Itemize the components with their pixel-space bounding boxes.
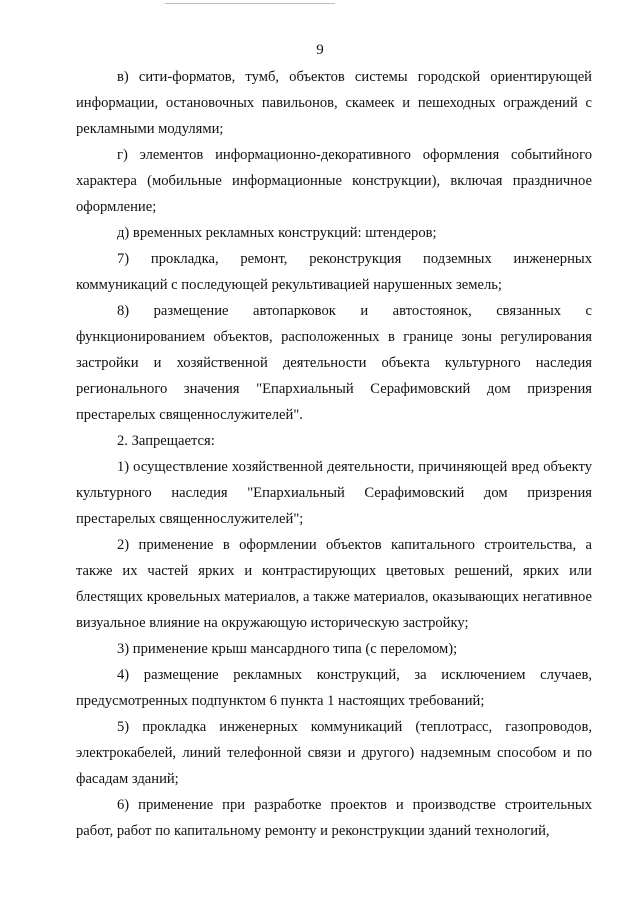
paragraph-prohibition-4: 4) размещение рекламных конструкций, за исключением случаев, предусмотренных подпунктом 6 пункта 1 настоящих требований; (76, 667, 592, 709)
paragraph-item-d: д) временных рекламных конструкций: штендеров; (117, 225, 437, 241)
paragraph-prohibition-6: 6) применение при разработке проектов и производстве строительных работ, работ по капитальному ремонту и реконструкции зданий технологий, (76, 797, 592, 839)
section-heading-prohibited: 2. Запрещается: (117, 433, 215, 449)
page-number: 9 (316, 42, 324, 58)
paragraph-item-g: г) элементов информационно-декоративного оформления событийного характера (мобильные информационные конструкции), включая праздничное оформление; (76, 147, 592, 215)
paragraph-prohibition-5: 5) прокладка инженерных коммуникаций (теплотрасс, газопроводов, электрокабелей, линий телефонной связи и другого) надземным способом и по фасадам зданий; (76, 719, 592, 787)
paragraph-prohibition-3: 3) применение крыш мансардного типа (с переломом); (117, 641, 458, 657)
paragraph-prohibition-2: 2) применение в оформлении объектов капитального строительства, а также их частей ярких и контрастирующих цветовых решений, ярких или блестящих кровельных материалов, а также материалов, оказывающих негативное визуальное влияние на окружающую историческую застройку; (76, 537, 592, 631)
paragraph-item-7: 7) прокладка, ремонт, реконструкция подземных инженерных коммуникаций с последующей рекультивацией нарушенных земель; (76, 251, 592, 293)
paragraph-item-8: 8) размещение автопарковок и автостоянок, связанных с функционированием объектов, расположенных в границе зоны регулирования застройки и хозяйственной деятельности объекта культурного наследия регионального значения "Епархиальный Серафимовский дом призрения престарелых священнослужителей". (76, 303, 592, 423)
paragraph-item-v: в) сити-форматов, тумб, объектов системы городской ориентирующей информации, остановочных павильонов, скамеек и пешеходных ограждений с рекламными модулями; (76, 69, 592, 137)
top-edge-rule (165, 3, 335, 4)
document-body (76, 64, 592, 844)
paragraph-prohibition-1: 1) осуществление хозяйственной деятельности, причиняющей вред объекту культурного наследия "Епархиальный Серафимовский дом призрения престарелых священнослужителей"; (76, 459, 592, 527)
